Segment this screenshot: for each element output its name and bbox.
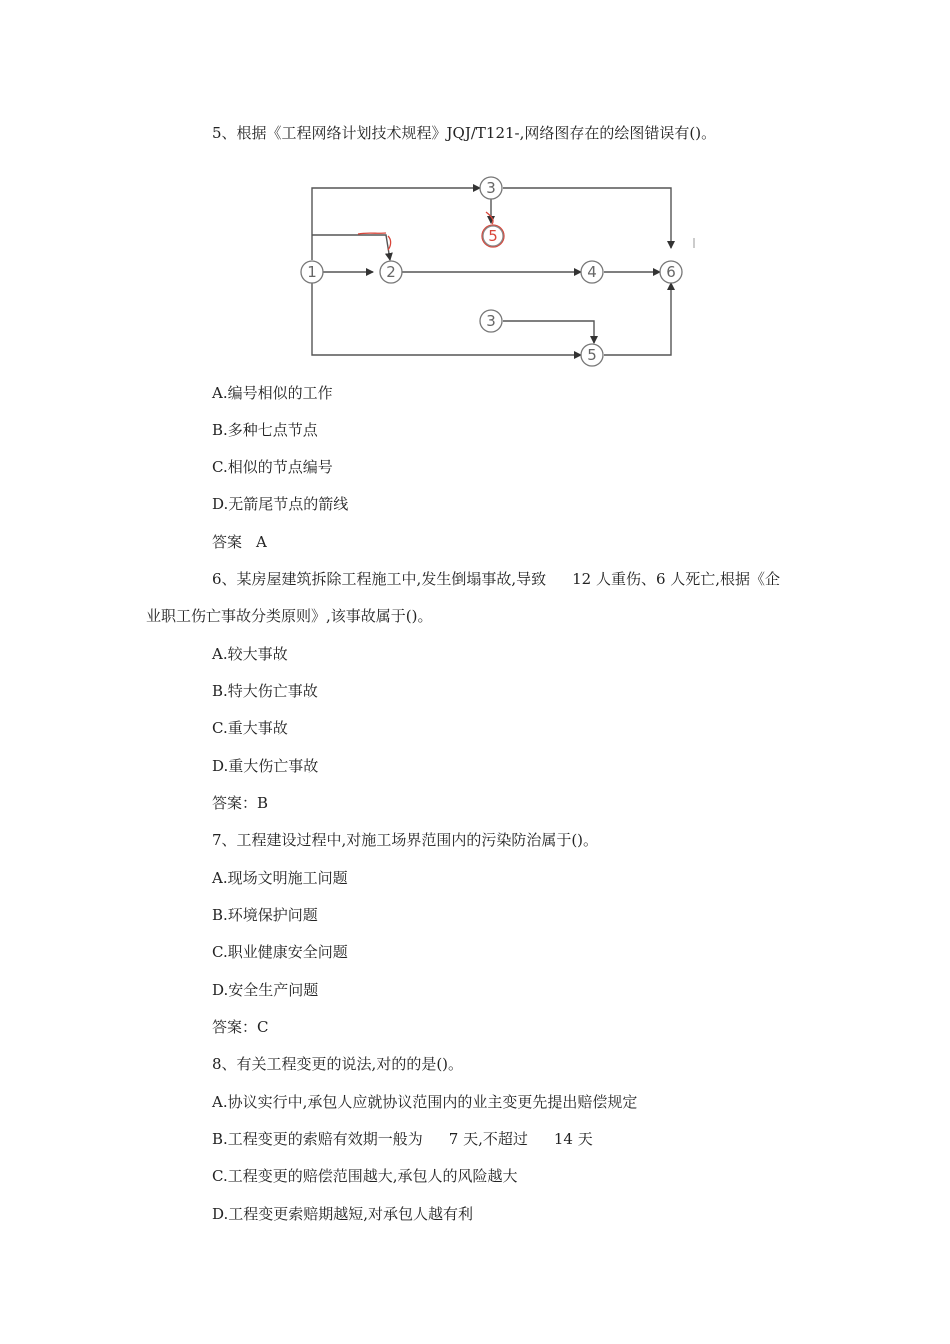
arrow-3-6 — [503, 188, 671, 248]
q8-option-b — [212, 1129, 593, 1149]
q6-option-c: C.重大事故 — [212, 719, 288, 737]
q5-stem: 5、根据《工程网络计划技术规程》JQJ/T121-,网络图存在的绘图错误有()。 — [212, 124, 717, 142]
svg-text:6: 6 — [666, 263, 676, 281]
q8-option-d: D.工程变更索赔期越短,对承包人越有利 — [212, 1205, 474, 1223]
node-3-top — [480, 177, 502, 199]
svg-text:4: 4 — [587, 263, 597, 281]
q8-option-b-part3: 14 天 — [553, 1130, 593, 1148]
arrow-5-6 — [604, 283, 671, 355]
q8-option-a: A.协议实行中,承包人应就协议范围内的业主变更先提出赔偿规定 — [212, 1093, 638, 1111]
network-diagram — [296, 168, 696, 368]
q5-option-c: C.相似的节点编号 — [212, 458, 333, 476]
q5-option-a: A.编号相似的工作 — [212, 384, 333, 402]
svg-text:3: 3 — [486, 312, 496, 330]
svg-text:1: 1 — [307, 263, 317, 281]
answer-value: A — [256, 533, 267, 551]
arrow-dangling-to-2 — [312, 235, 390, 260]
red-correction-marks — [358, 212, 504, 250]
q7-option-a: A.现场文明施工问题 — [212, 869, 348, 887]
q7-stem: 7、工程建设过程中,对施工场界范围内的污染防治属于()。 — [212, 831, 599, 849]
q6-option-a: A.较大事故 — [212, 645, 288, 663]
q6-stem-part-a: 6、某房屋建筑拆除工程施工中,发生倒塌事故,导致 — [212, 570, 547, 588]
q6-option-b: B.特大伤亡事故 — [212, 682, 318, 700]
q7-option-c: C.职业健康安全问题 — [212, 943, 348, 961]
answer-label: 答案 — [212, 533, 243, 551]
svg-text:2: 2 — [386, 263, 396, 281]
q8-stem: 8、有关工程变更的说法,对的的是()。 — [212, 1055, 464, 1073]
q7-option-d: D.安全生产问题 — [212, 981, 319, 999]
node-4 — [581, 261, 603, 283]
q6-answer: 答案：B — [212, 794, 269, 812]
node-5-red — [483, 226, 503, 246]
q7-option-b: B.环境保护问题 — [212, 906, 318, 924]
node-6 — [660, 261, 682, 283]
svg-text:5: 5 — [488, 227, 498, 245]
node-5-bottom — [581, 344, 603, 366]
arrow-1-3 — [312, 188, 480, 260]
q5-option-b: B.多种七点节点 — [212, 421, 318, 439]
node-1 — [301, 261, 323, 283]
q7-answer: 答案：C — [212, 1018, 269, 1036]
svg-text:5: 5 — [587, 346, 597, 364]
q6-option-d: D.重大伤亡事故 — [212, 757, 319, 775]
q8-option-c: C.工程变更的赔偿范围越大,承包人的风险越大 — [212, 1167, 518, 1185]
q6-stem-line2: 业职工伤亡事故分类原则》,该事故属于()。 — [146, 607, 433, 625]
arrow-1-5 — [312, 283, 581, 355]
q5-option-d: D.无箭尾节点的箭线 — [212, 495, 349, 513]
svg-text:3: 3 — [486, 179, 496, 197]
q6-stem-part-b: 12 人重伤、6 人死亡,根据《企 — [572, 570, 781, 588]
q8-option-b-part1: B.工程变更的索赔有效期一般为 — [212, 1130, 423, 1148]
q5-answer — [212, 532, 267, 552]
arrow-3b-5 — [503, 321, 594, 343]
node-3-bottom — [480, 310, 502, 332]
node-2 — [380, 261, 402, 283]
q6-stem-line1 — [212, 569, 780, 589]
q8-option-b-part2: 7 天,不超过 — [448, 1130, 528, 1148]
